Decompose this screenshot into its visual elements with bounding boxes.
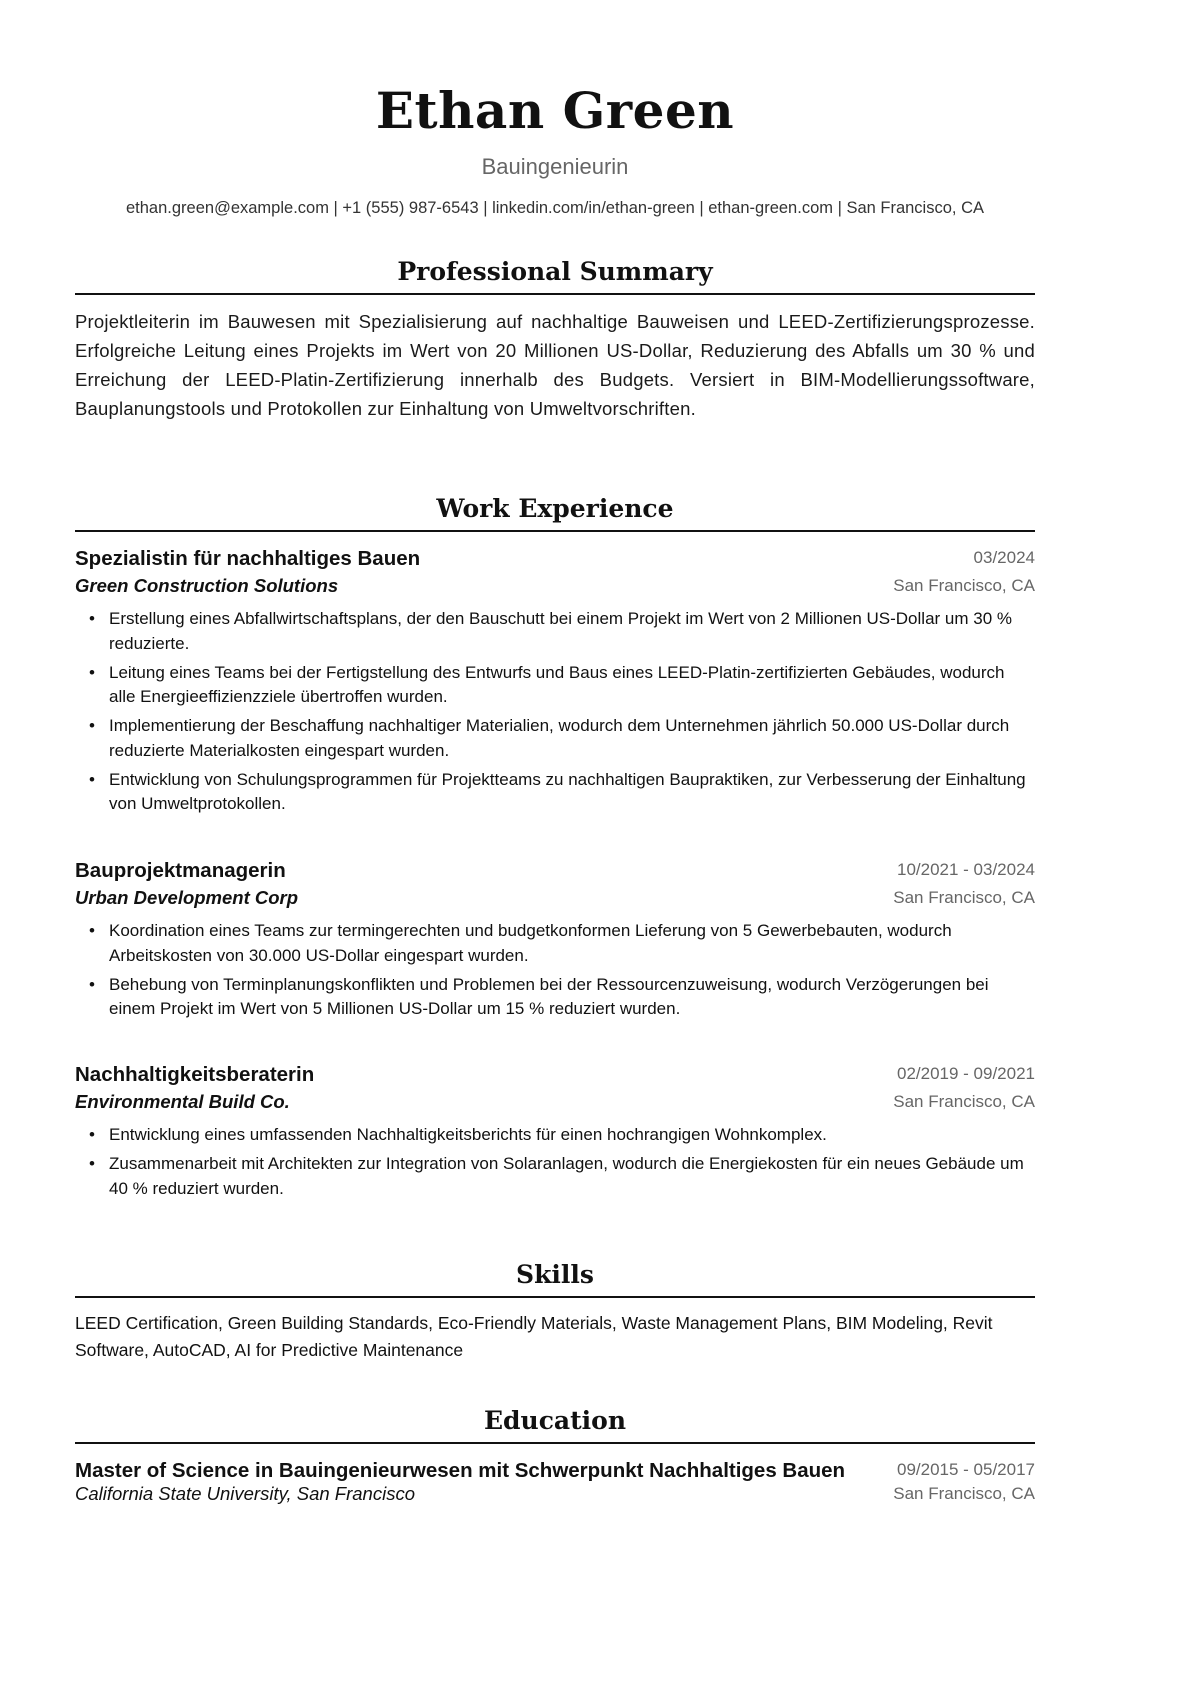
job-bullet: • Zusammenarbeit mit Architekten zur Integration von Solaranlagen, wodurch die Energiekosten für ein neues Gebäude um 40 % reduziert wurden. bbox=[75, 1152, 1035, 1201]
job-date: 10/2021 - 03/2024 bbox=[896, 860, 1035, 879]
job-location: San Francisco, CA bbox=[893, 888, 1035, 907]
job-bullet: • Leitung eines Teams bei der Fertigstellung des Entwurfs und Baus eines LEED-Platin-zertifizierten Gebäudes, wodurch alle Energieeffizienzziele übertroffen wurden. bbox=[75, 661, 1035, 710]
job-bullets bbox=[75, 1123, 1035, 1206]
job-company: Environmental Build Co. bbox=[75, 1091, 290, 1112]
job-bullet: • Erstellung eines Abfallwirtschaftsplans, der den Bauschutt bei einem Projekt im Wert von 2 Millionen US-Dollar um 30 % reduzierte. bbox=[75, 607, 1035, 656]
job-bullet: • Entwicklung eines umfassenden Nachhaltigkeitsberichts für einen hochrangigen Wohnkomplex. bbox=[75, 1123, 1035, 1148]
skills-divider bbox=[75, 1296, 1035, 1298]
candidate-name: Ethan Green bbox=[375, 81, 735, 140]
job-title: Nachhaltigkeitsberaterin bbox=[75, 1063, 315, 1086]
job-bullets bbox=[75, 919, 1035, 1026]
job-bullet: • Koordination eines Teams zur termingerechten und budgetkonformen Lieferung von 5 Gewerbebauten, wodurch Arbeitskosten von 30.000 US-Dollar eingespart wurden. bbox=[75, 919, 1035, 968]
job-location: San Francisco, CA bbox=[893, 1092, 1035, 1111]
job-bullets bbox=[75, 607, 1035, 821]
skills-text: LEED Certification, Green Building Standards, Eco-Friendly Materials, Waste Management Plans, BIM Modeling, Revit Software, AutoCAD, AI for Predictive Maintenance bbox=[75, 1313, 993, 1360]
job-company: Green Construction Solutions bbox=[75, 575, 339, 596]
job-date: 03/2024 bbox=[973, 548, 1035, 567]
job-bullet: • Entwicklung von Schulungsprogrammen für Projektteams zu nachhaltigen Baupraktiken, zur Verbesserung der Einhaltung von Umweltprotokollen. bbox=[75, 768, 1035, 817]
job-title: Spezialistin für nachhaltiges Bauen bbox=[75, 547, 421, 570]
summary-divider bbox=[75, 293, 1035, 295]
education-degree: Master of Science in Bauingenieurwesen mit Schwerpunkt Nachhaltiges Bauen bbox=[75, 1459, 846, 1482]
job-location: San Francisco, CA bbox=[893, 576, 1035, 595]
contact-line: ethan.green@example.com | +1 (555) 987-6543 | linkedin.com/in/ethan-green | ethan-green.com | San Francisco, CA bbox=[126, 199, 984, 217]
job-title: Bauprojektmanagerin bbox=[75, 859, 286, 882]
candidate-role: Bauingenieurin bbox=[481, 154, 629, 179]
job-company: Urban Development Corp bbox=[75, 887, 299, 908]
experience-heading: Work Experience bbox=[436, 494, 674, 523]
job-bullet: • Implementierung der Beschaffung nachhaltiger Materialien, wodurch dem Unternehmen jährlich 50.000 US-Dollar durch reduzierte Materialkosten eingespart wurden. bbox=[75, 714, 1035, 763]
education-school: California State University, San Francisco bbox=[75, 1483, 415, 1504]
skills-heading: Skills bbox=[516, 1260, 594, 1289]
job-bullet: • Behebung von Terminplanungskonflikten und Problemen bei der Ressourcenzuweisung, wodurch Verzögerungen bei einem Projekt im Wert von 5 Millionen US-Dollar um 15 % reduziert wurden. bbox=[75, 973, 1035, 1022]
job-date: 02/2019 - 09/2021 bbox=[896, 1064, 1035, 1083]
experience-divider bbox=[75, 530, 1035, 532]
summary-heading: Professional Summary bbox=[397, 257, 713, 286]
education-date: 09/2015 - 05/2017 bbox=[896, 1460, 1035, 1479]
summary-text: Projektleiterin im Bauwesen mit Spezialisierung auf nachhaltige Bauweisen und LEED-Zertifizierungsprozesse. Erfolgreiche Leitung eines Projekts im Wert von 20 Millionen US-Dollar, Reduzierung des Abfalls um 30 % und Erreichung der LEED-Platin-Zertifizierung innerhalb des Budgets. Versiert in BIM-Modellierungssoftware, Bauplanungstools und Protokollen zur Einhaltung von Umweltvorschriften. bbox=[75, 311, 1035, 419]
education-divider bbox=[75, 1442, 1035, 1444]
education-location: San Francisco, CA bbox=[893, 1484, 1035, 1503]
education-heading: Education bbox=[483, 1406, 627, 1435]
